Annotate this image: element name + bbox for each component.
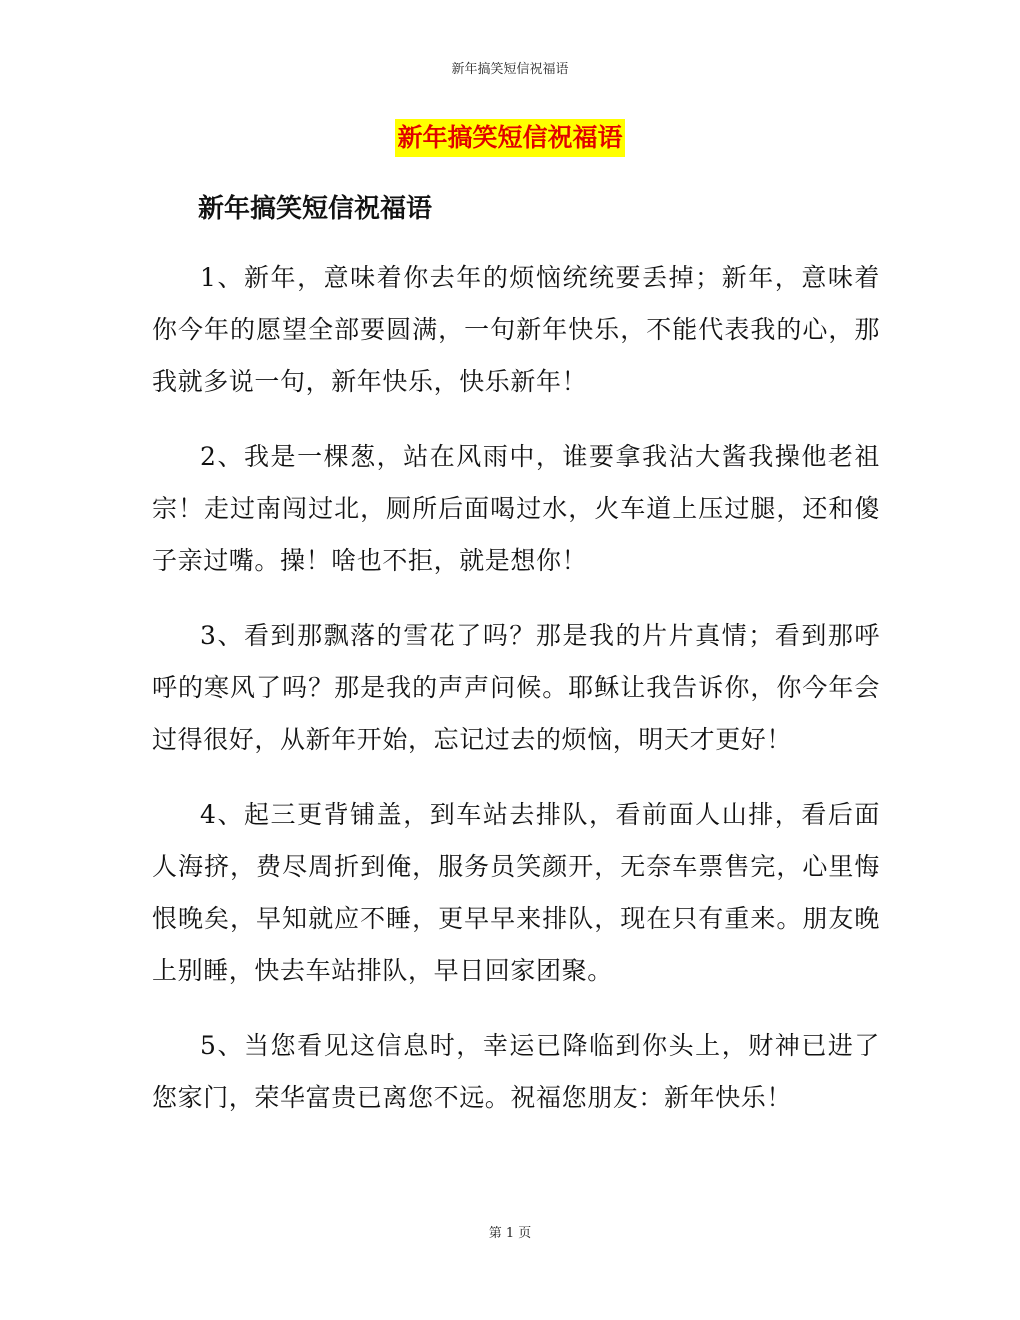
document-title: 新年搞笑短信祝福语 — [395, 119, 624, 157]
section-heading: 新年搞笑短信祝福语 — [198, 194, 433, 224]
document-title-wrap — [0, 119, 1020, 157]
paragraph-4: 4、起三更背铺盖，到车站去排队，看前面人山排，看后面人海挤，费尽周折到俺，服务员笑颜开，无奈车票售完，心里悔恨晚矣，早知就应不睡，更早早来排队，现在只有重来。朋友晚上别睡，快去车站排队，早日回家团聚。 — [152, 800, 880, 985]
page-number: 第 1 页 — [488, 1226, 532, 1241]
paragraph-5: 5、当您看见这信息时，幸运已降临到你头上，财神已进了您家门，荣华富贵已离您不远。祝福您朋友：新年快乐！ — [152, 1031, 880, 1112]
running-header: 新年搞笑短信祝福语 — [451, 62, 569, 77]
paragraph-2: 2、我是一棵葱，站在风雨中，谁要拿我沾大酱我操他老祖宗！走过南闯过北，厕所后面喝过水，火车道上压过腿，还和傻子亲过嘴。操！啥也不拒，就是想你！ — [152, 442, 880, 575]
document-body — [152, 252, 880, 1147]
paragraph-3: 3、看到那飘落的雪花了吗？那是我的片片真情；看到那呼呼的寒风了吗？那是我的声声问候。耶稣让我告诉你，你今年会过得很好，从新年开始，忘记过去的烦恼，明天才更好！ — [152, 621, 880, 754]
paragraph-1: 1、新年，意味着你去年的烦恼统统要丢掉；新年，意味着你今年的愿望全部要圆满，一句新年快乐，不能代表我的心，那我就多说一句，新年快乐，快乐新年！ — [152, 263, 880, 396]
